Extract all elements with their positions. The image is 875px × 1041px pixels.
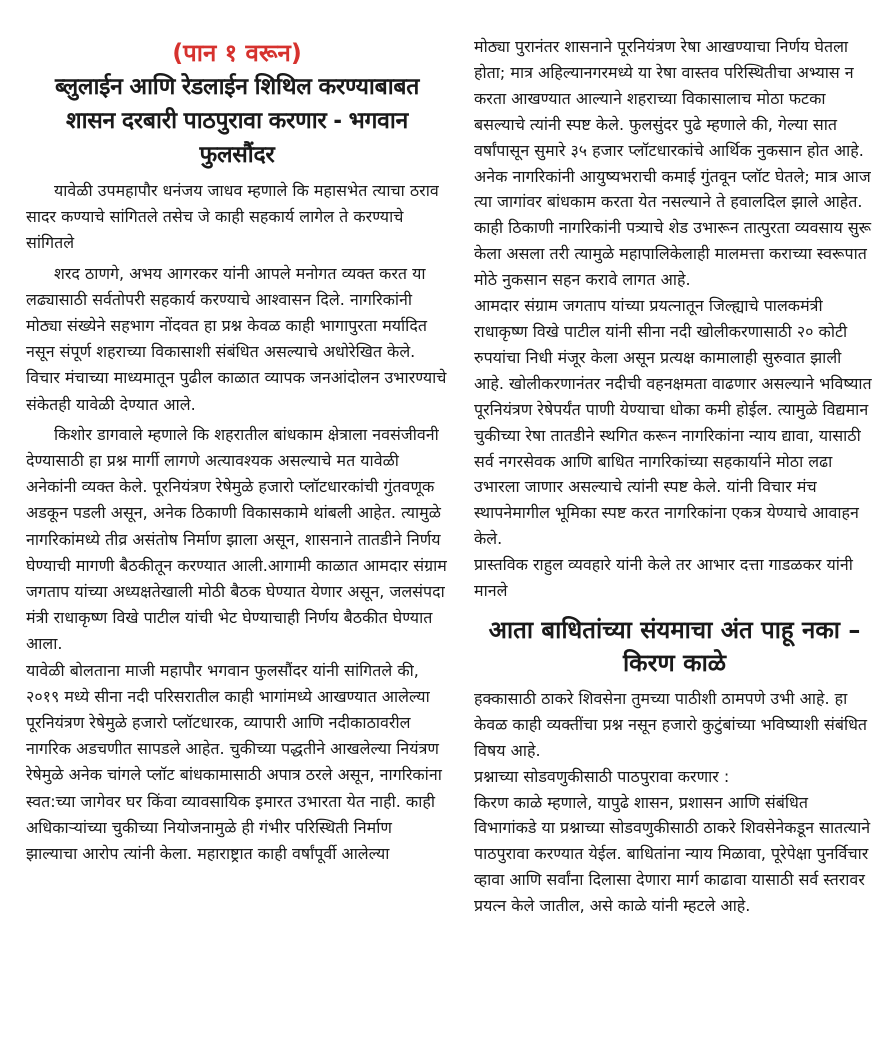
right-paragraph-5: किरण काळे म्हणाले, यापुढे शासन, प्रशासन आणि संबंधित विभागांकडे या प्रश्नाच्या सोडवणुकीसाठी ठाकरे शिवसेनेकडून सातत्याने पाठपुरावा करण्यात येईल. बाधितांना न्याय मिळावा, पूरेपेक्षा पुनर्विचार व्हावा आणि सर्वांना दिलासा देणारा मार्ग काढावा यासाठी सर्व स्तरावर प्रयत्न केले जातील, असे काळे यांनी म्हटले आहे. <box>474 792 871 916</box>
right-column <box>474 0 875 919</box>
headline-line-1: ब्लुलाईन आणि रेडलाईन शिथिल करण्याबाबत <box>54 74 420 100</box>
right-paragraph-3: प्रास्तविक राहुल व्यवहारे यांनी केले तर आभार दत्ता गाडळकर यांनी मानले <box>474 555 853 601</box>
paragraph-4: यावेळी बोलताना माजी महापौर भगवान फुलसौंदर यांनी सांगितले की, २०१९ मध्ये सीना नदी परिसरातील काही भागांमध्ये आखण्यात आलेल्या पूरनियंत्रण रेषेमुळे हजारो प्लॉटधारक, व्यापारी आणि नदीकाठावरील नागरिक अडचणीत सापडले आहेत. चुकीच्या पद्धतीने आखलेल्या नियंत्रण रेषेमुळे अनेक चांगले प्लॉट बांधकामासाठी अपात्र ठरले असून, नागरिकांना स्वत:च्या जागेवर घर किंवा व्यावसायिक इमारत उभारता येत नाही. काही अधिकाऱ्यांच्या चुकीच्या नियोजनामुळे ही गंभीर परिस्थिती निर्माण झाल्याचा आरोप त्यांनी केला. महाराष्ट्रात काही वर्षांपूर्वी आलेल्या <box>26 660 442 864</box>
right-paragraph-1: मोठ्या पुरानंतर शासनाने पूरनियंत्रण रेषा आखण्याचा निर्णय घेतला होता; मात्र अहिल्यानगरमध्ये या रेषा वास्तव परिस्थितीचा अभ्यास न करता आखण्यात आल्याने शहराच्या विकासालाच मोठा फटका बसल्याचे त्यांनी स्पष्ट केले. फुलसुंदर पुढे म्हणाले की, गेल्या सात वर्षांपासून सुमारे ३५ हजार प्लॉटधारकांचे आर्थिक नुकसान होत आहे. अनेक नागरिकांनी आयुष्यभराची कमाई गुंतवून प्लॉट घेतले; मात्र आज त्या जागांवर बांधकाम करता येत नसल्याने ते हवालदिल झाले आहेत. काही ठिकाणी नागरिकांनी पत्र्याचे शेड उभारून तात्पुरता व्यवसाय सुरू केला असला तरी त्यामुळे महापालिकेलाही मालमत्ता कराच्या स्वरूपात मोठे नुकसान सहन करावे लागत आहे. <box>474 37 872 290</box>
paragraph-3: किशोर डागवाले म्हणाले कि शहरातील बांधकाम क्षेत्राला नवसंजीवनी देण्यासाठी हा प्रश्न मार्गी लागणे अत्यावश्यक असल्याचे मत यावेळी अनेकांनी व्यक्त केले. पूरनियंत्रण रेषेमुळे हजारो प्लॉटधारकांची गुंतवणूक अडकून पडली असून, अनेक ठिकाणी विकासकामे थांबली आहेत. त्यामुळे नागरिकांमध्ये तीव्र असंतोष निर्माण झाला असून, शासनाने तातडीने निर्णय घेण्याची मागणी बैठकीतून करण्यात आली.आगामी काळात आमदार संग्राम जगताप यांच्या अध्यक्षतेखाली मोठी बैठक घेण्यात येणार असून, जलसंपदा मंत्री राधाकृष्ण विखे पाटील यांची भेट घेण्याचाही निर्णय बैठकीत घेण्यात आला. <box>26 424 447 654</box>
paragraph-1: यावेळी उपमहापौर धनंजय जाधव म्हणाले कि महासभेत त्याचा ठराव सादर कण्याचे सांगितले तसेच जे काही सहकार्य लागेल ते करण्याचे सांगितले <box>26 181 439 253</box>
left-column <box>26 0 448 867</box>
right-paragraph-4: हक्कासाठी ठाकरे शिवसेना तुमच्या पाठीशी ठामपणे उभी आहे. हा केवळ काही व्यक्तींचा प्रश्न नसून हजारो कुटुंबांच्या भविष्याशी संबंधित विषय आहे. <box>474 688 868 760</box>
continuation-kicker: (पान १ वरून) <box>172 39 302 67</box>
right-subheading: प्रश्नाच्या सोडवणुकीसाठी पाठपुरावा करणार : <box>474 766 730 786</box>
paragraph-2: शरद ठाणगे, अभय आगरकर यांनी आपले मनोगत व्यक्त करत या लढ्यासाठी सर्वतोपरी सहकार्य करण्याचे आश्वासन दिले. नागरिकांनी मोठ्या संख्येने सहभाग नोंदवत हा प्रश्न केवळ काही भागापुरता मर्यादित नसून संपूर्ण शहराच्या विकासाशी संबंधित असल्याचे अधोरेखित केले. विचार मंचाच्या माध्यमातून पुढील काळात व्यापक जनआंदोलन उभारण्याचे संकेतही यावेळी देण्यात आले. <box>26 263 447 414</box>
right-paragraph-2: आमदार संग्राम जगताप यांच्या प्रयत्नातून जिल्ह्याचे पालकमंत्री राधाकृष्ण विखे पाटील यांनी सीना नदी खोलीकरणासाठी २० कोटी रुपयांचा निधी मंजूर केला असून प्रत्यक्ष कामालाही सुरुवात झाली आहे. खोलीकरणानंतर नदीची वहनक्षमता वाढणार असल्याने भविष्यात पूरनियंत्रण रेषेपर्यंत पाणी येण्याचा धोका कमी होईल. त्यामुळे विद्यमान चुकीच्या रेषा तातडीने स्थगित करून नागरिकांना न्याय द्यावा, यासाठी सर्व नगरसेवक आणि बाधित नागरिकांच्या सहकार्याने मोठा लढा उभारला जाणार असल्याचे त्यांनी स्पष्ट केले. यांनी विचार मंच स्थापनेमागील भूमिका स्पष्ट करत नागरिकांना एकत्र येण्याचे आवाहन केले. <box>474 296 872 549</box>
headline-line-2: शासन दरबारी पाठपुरावा करणार - भगवान फुलसौंदर <box>65 108 409 168</box>
right-headline: आता बाधितांच्या संयमाचा अंत पाहू नका – किरण काळे <box>488 615 861 677</box>
